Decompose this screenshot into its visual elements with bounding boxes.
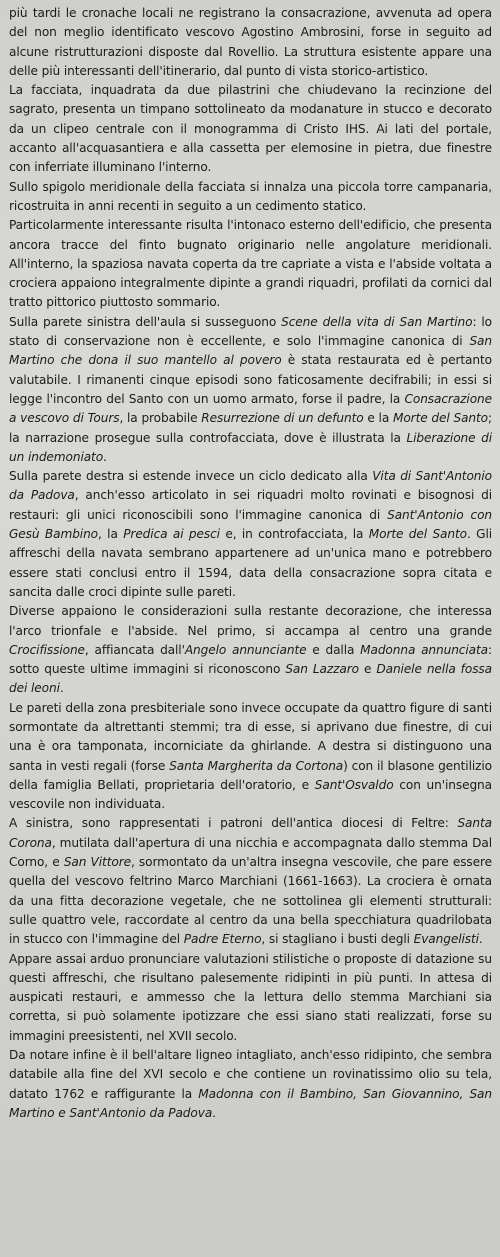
text-run: è stata restaurata ed è pertanto valutabile. I rimanenti cinque episodi sono faticosamente decifrabili; in essi si legge l'incontro del Santo con un uomo armato, forse il padre, la xyxy=(9,353,492,406)
text-run: Diverse appaiono le considerazioni sulla restante decorazione, che interessa l'arco trionfale e l'abside. Nel primo, si accampa al centro una grande xyxy=(9,604,492,638)
text-run: e xyxy=(358,662,377,677)
paragraph xyxy=(9,178,492,217)
italic-title: San Lazzaro xyxy=(285,662,359,677)
text-run: , sormontato da un'altra insegna vescovile, che pare essere quella del vescovo feltrino Marco Marchiani (1661-1663). La crociera è ornata da una fitta decorazione vegetale, che ne sottolinea gli elementi strutturali: sulle quattro vele, raccordate al centro da una bella specchiatura quadrilobata in stucco con l'immagine del xyxy=(9,855,493,947)
text-run: ; la narrazione prosegue sulla controfacciata, dove è illustrata la xyxy=(9,411,492,445)
italic-title: Madonna con il Bambino, San Giovannino, San Martino e Sant'Antonio da Padova xyxy=(9,1086,492,1120)
paragraph xyxy=(9,814,492,949)
italic-title: Consacrazione a vescovo di Tours xyxy=(9,391,492,426)
text-run: , mutilata dall'apertura di una nicchia e accompagnata dallo stemma Dal Corno, e xyxy=(9,835,492,870)
paragraph xyxy=(9,4,492,81)
italic-title: Madonna annunciata xyxy=(360,642,488,657)
italic-title: Padre Eterno xyxy=(183,932,262,947)
text-run: Sullo spigolo meridionale della facciata si innalza una piccola torre campanaria, ricostruita in anni recenti in seguito a un cedimento statico. xyxy=(9,179,492,213)
italic-title: Vita di Sant'Antonio da Padova xyxy=(9,469,492,503)
italic-title: Sant'Osvaldo xyxy=(314,777,394,792)
text-run: A sinistra, sono rappresentati i patroni dell'antica diocesi di Feltre: xyxy=(9,816,458,831)
italic-title: Morte del Santo xyxy=(392,411,488,426)
text-run: , la xyxy=(98,527,124,542)
italic-title: Predica ai pesci xyxy=(123,527,220,542)
paragraph xyxy=(9,216,492,312)
text-run: , si stagliano i busti degli xyxy=(261,932,414,947)
text-run: e, in controfacciata, la xyxy=(219,527,369,542)
italic-title: Sant'Antonio con Gesù Bambino xyxy=(9,507,493,542)
italic-title: Santa Margherita da Cortona xyxy=(169,758,344,773)
text-run: e la xyxy=(363,411,393,426)
text-run: Sulla parete destra si estende invece un ciclo dedicato alla xyxy=(9,469,373,484)
italic-title: Evangelisti xyxy=(413,932,479,947)
text-run: : lo stato di conservazione non è eccellente, e solo l'immagine canonica di xyxy=(9,314,492,349)
italic-title: Liberazione di un indemoniato xyxy=(9,430,492,464)
text-run: Le pareti della zona presbiteriale sono invece occupate da quattro figure di santi sormontate da altrettanti stemmi; tra di esse, si aprivano due finestre, di cui una è ora tamponata, incorniciate da ghirlande. A destra si distinguono una santa in vesti regali (forse xyxy=(9,700,492,773)
italic-title: Santa Corona xyxy=(9,816,492,850)
text-run: , affiancata dall' xyxy=(84,642,185,657)
text-run: Appare assai arduo pronunciare valutazioni stilistiche o proposte di datazione su questi affreschi, che risultano palesemente ridipinti in più punti. In attesa di auspicati restauri, e ammesso che la lettura dello stemma Marchiani sia corretta, si può solamente ipotizzare che essi siano stati realizzati, forse su immagini preesistenti, nel XVII secolo. xyxy=(9,951,492,1043)
text-run: più tardi le cronache locali ne registrano la consacrazione, avvenuta ad opera del non meglio identificato vescovo Agostino Ambrosini, forse in seguito ad alcune ristrutturazioni disposte dal Rovellio. La struttura esistente appare una delle più interessanti dell'itinerario, dal punto di vista storico-artistico. xyxy=(9,6,492,78)
text-run: La facciata, inquadrata da due pilastrini che chiudevano la recinzione del sagrato, presenta un timpano sottolineato da modanature in stucco e decorato da un clipeo centrale con il monogramma di Cristo IHS. Ai lati del portale, accanto all'acquasantiera e alla cassetta per elemosine in pietra, due finestre con inferriate illuminano l'interno. xyxy=(9,83,492,175)
text-run: con un'insegna vescovile non individuata. xyxy=(9,777,492,812)
text-run: e dalla xyxy=(306,642,361,657)
text-run: Particolarmente interessante risulta l'intonaco esterno dell'edificio, che presenta ancora tracce del finto bugnato originario nelle angolature meridionali. All'interno, la spaziosa navata coperta da tre capriate a vista e l'abside voltata a crociera appaiono integralmente dipinte a grandi riquadri, profilati da cornici dal tratto pittorico piuttosto sommario. xyxy=(9,218,492,310)
text-run: . Gli affreschi della navata sembrano appartenere ad un'unica mano e potrebbero essere stati conclusi entro il 1594, data della consacrazione sopra citata e sancita dalle croci dipinte sulle pareti. xyxy=(9,527,493,599)
italic-title: Daniele nella fossa dei leoni xyxy=(9,662,492,696)
text-run: ) con il blasone gentilizio della famiglia Bellati, proprietaria dell'oratorio, e xyxy=(9,758,492,792)
paragraph xyxy=(9,1046,492,1123)
italic-title: San Martino che dona il suo mantello al povero xyxy=(9,334,492,368)
paragraph xyxy=(9,950,492,1046)
text-run: Da notare infine è il bell'altare ligneo intagliato, anch'esso ridipinto, che sembra databile alla fine del XVI secolo e che contiene un rovinatissimo olio su tela, datato 1762 e raffigurante la xyxy=(9,1048,492,1101)
paragraph xyxy=(9,81,492,177)
text-run: . xyxy=(212,1105,216,1120)
italic-title: Resurrezione di un defunto xyxy=(201,411,364,426)
text-run: : sotto queste ultime immagini si riconoscono xyxy=(9,642,492,677)
paragraph xyxy=(9,467,492,602)
paragraph xyxy=(9,602,492,698)
italic-title: San Vittore xyxy=(63,855,131,870)
italic-title: Scene della vita di San Martino xyxy=(281,314,473,329)
italic-title: Crocifissione xyxy=(9,642,85,657)
text-run: . xyxy=(59,681,64,696)
text-run: , anch'esso articolato in sei riquadri molto rovinati e bisognosi di restauri: gli unici riconoscibili sono l'immagine canonica di xyxy=(9,488,493,522)
paragraph xyxy=(9,699,492,815)
paragraph xyxy=(9,313,492,467)
text-run: . xyxy=(478,932,483,947)
text-run: Sulla parete sinistra dell'aula si susseguono xyxy=(9,314,282,329)
text-run: , la probabile xyxy=(119,411,202,426)
italic-title: Angelo annunciante xyxy=(184,642,307,657)
text-run: . xyxy=(103,449,107,464)
italic-title: Morte del Santo xyxy=(368,527,467,542)
